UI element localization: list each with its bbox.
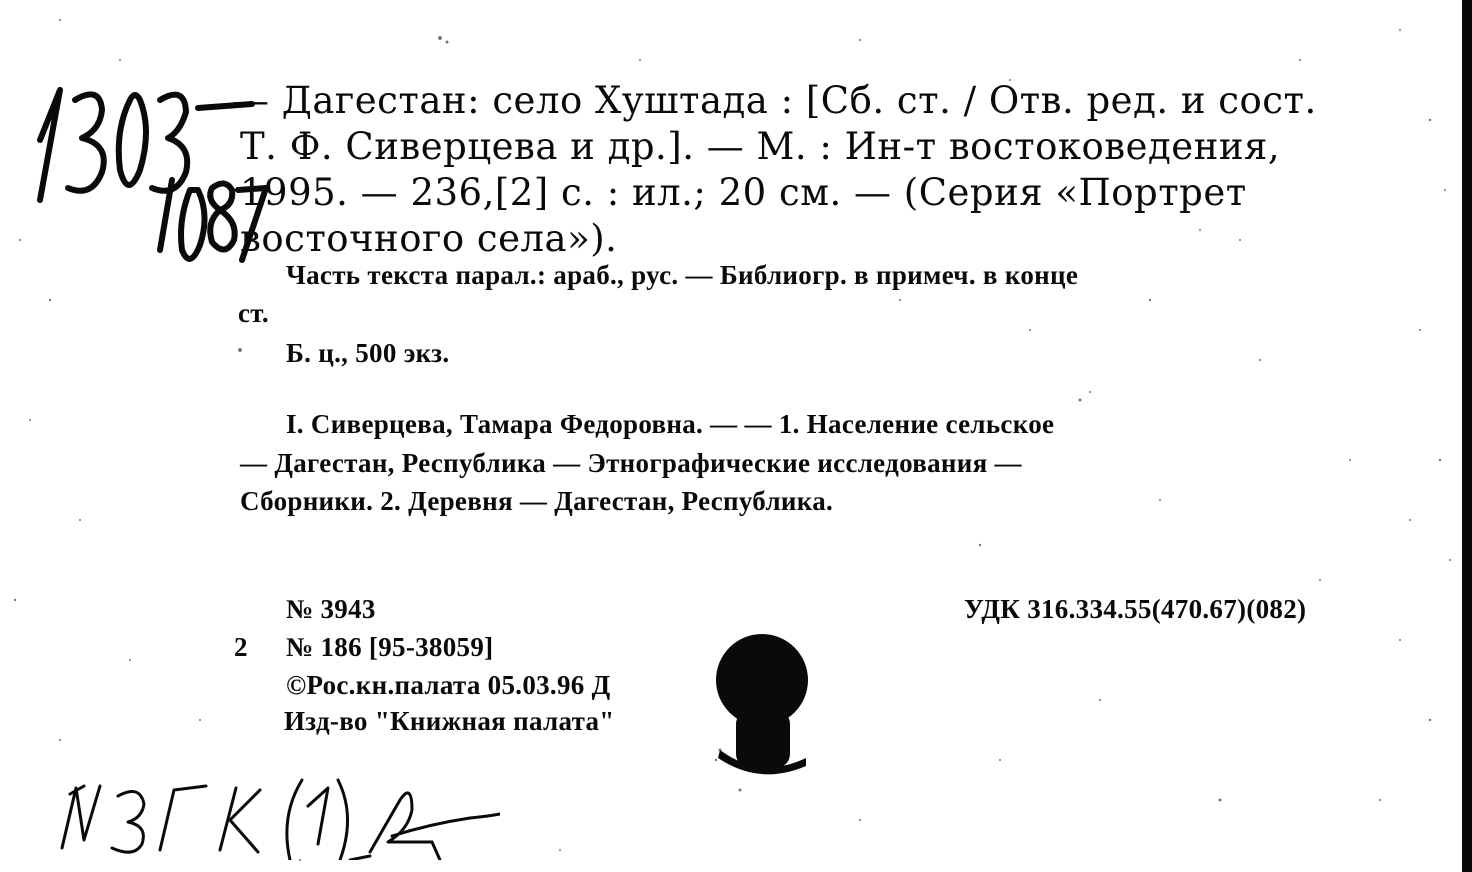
notes-line-1: Часть текста парал.: араб., рус. — Библиогр. в примеч. в конце [286, 260, 1079, 290]
publisher-line: Изд-во "Книжная палата" [284, 706, 615, 736]
tracings-line-3: Сборники. 2. Деревня — Дагестан, Республика. [240, 486, 834, 516]
copyright-line: ©Рос.кн.палата 05.03.96 Д [286, 670, 611, 700]
description-line-4: восточного села»). [240, 217, 618, 260]
record-number: № 3943 [286, 594, 376, 624]
card-edge [1462, 0, 1472, 872]
tracings-line-2: — Дагестан, Республика — Этнографические исследования — [240, 448, 1022, 478]
copies-mark: 2 [234, 632, 248, 662]
description-line-1: — Дагестан: село Хуштада : [Сб. ст. / Отв. ред. и сост. [232, 79, 1317, 122]
description-line-2: Т. Ф. Сиверцева и др.]. — М. : Ин-т востоковедения, [240, 125, 1281, 168]
udk-code: УДК 316.334.55(470.67)(082) [964, 594, 1307, 624]
registry-number: № 186 [95-38059] [286, 632, 494, 662]
handwritten-location-mark [40, 760, 500, 860]
tracings-line-1: I. Сиверцева, Тамара Федоровна. — — 1. Население сельское [286, 409, 1055, 439]
notes-line-2: ст. [238, 298, 269, 328]
description-line-3: 1995. — 236,[2] с. : ил.; 20 см. — (Серия «Портрет [240, 171, 1247, 214]
punch-hole-blot [710, 630, 830, 790]
price-note: Б. ц., 500 экз. [286, 338, 450, 368]
